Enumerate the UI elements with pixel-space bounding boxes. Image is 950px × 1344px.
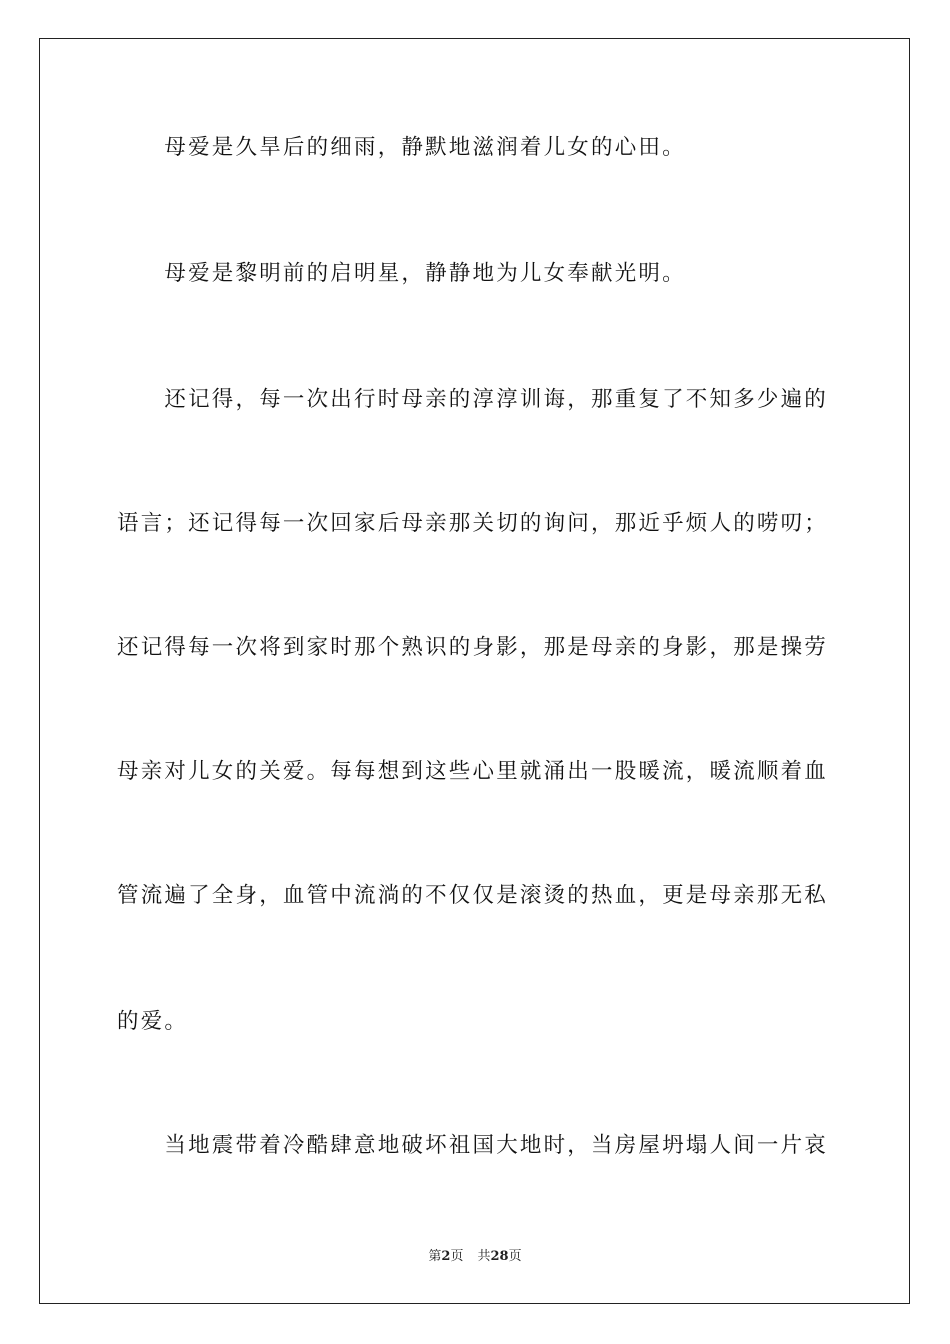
page-unit: 页 [450, 1249, 464, 1264]
text-line-8: 的爱。 [117, 1009, 189, 1034]
text-line-5: 还记得每一次将到家时那个熟识的身影，那是母亲的身影，那是操劳 [117, 635, 829, 660]
total-unit: 页 [508, 1249, 522, 1264]
text-line-6: 母亲对儿女的关爱。每每想到这些心里就涌出一股暖流，暖流顺着血 [117, 759, 829, 784]
total-pages: 28 [490, 1249, 509, 1264]
page-border [39, 38, 910, 1304]
page-prefix: 第 [428, 1249, 442, 1264]
text-line-1: 母爱是久旱后的细雨，静默地滋润着儿女的心田。 [117, 135, 686, 160]
text-line-3: 还记得，每一次出行时母亲的淳淳训诲，那重复了不知多少遍的 [117, 387, 829, 412]
total-prefix: 共 [477, 1249, 491, 1264]
text-line-4: 语言；还记得每一次回家后母亲那关切的询问，那近乎烦人的唠叨； [117, 511, 829, 536]
text-line-2: 母爱是黎明前的启明星，静静地为儿女奉献光明。 [117, 261, 686, 286]
page-number: 2 [441, 1249, 451, 1264]
text-line-9: 当地震带着冷酷肆意地破坏祖国大地时，当房屋坍塌人间一片哀 [117, 1133, 829, 1158]
page-footer [0, 1245, 950, 1264]
text-line-7: 管流遍了全身，血管中流淌的不仅仅是滚烫的热血，更是母亲那无私 [117, 883, 829, 908]
